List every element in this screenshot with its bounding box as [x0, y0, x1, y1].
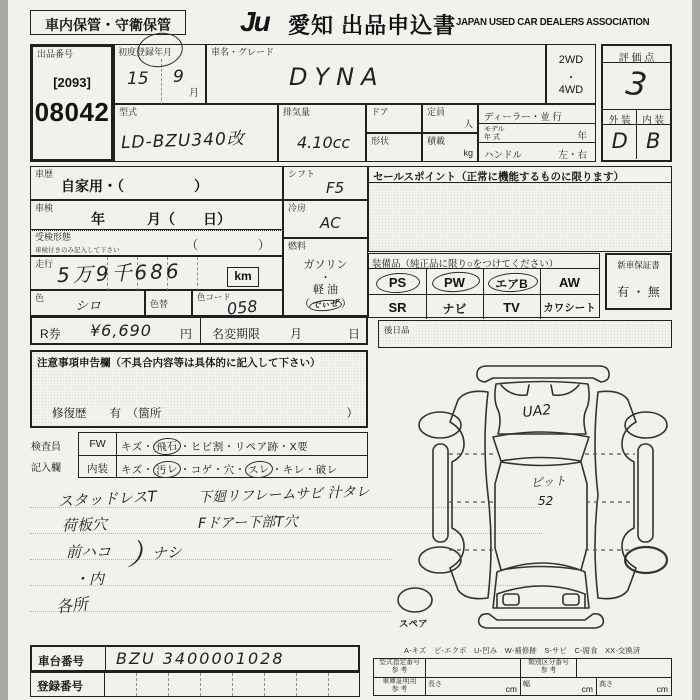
cab-corner-right [551, 385, 579, 395]
displacement-label: 排気量 [283, 107, 311, 117]
model-label: 型式 [119, 107, 138, 117]
lot-code: [2093] [53, 75, 91, 90]
storage-box [30, 10, 186, 35]
spare-tire-shape [398, 588, 432, 612]
warranty-value: 有 ・ 無 [617, 285, 660, 299]
height-cell [597, 678, 671, 696]
rear-bumper-shape [479, 614, 604, 628]
fuel-hand-row [284, 295, 367, 311]
shift-cell [283, 166, 368, 200]
color-value: シロ [75, 299, 102, 314]
load-cell [422, 133, 478, 162]
int-dirt-circled: 汚レ [152, 460, 181, 479]
equip-h1 [369, 294, 599, 295]
fuel-paren-open: （ [299, 298, 311, 310]
modelyear-unit: 年 [577, 131, 587, 142]
note-various: 各所 [55, 594, 89, 617]
windshield-shape [493, 432, 589, 461]
chassis-value: BZU 3400001028 [116, 649, 285, 668]
capacity-label: 定員 [427, 107, 446, 117]
exterior-label: 外 装 [608, 115, 631, 126]
registration-row [30, 672, 360, 697]
inspector-int-items [121, 461, 338, 478]
cab-corner-left [501, 385, 529, 395]
mileage-unit: km [227, 267, 259, 287]
spare-label: スペア [399, 619, 428, 630]
fuel-option-gasoline: ガソリン [303, 259, 348, 271]
diagram-note-bed-2: 52 [538, 494, 554, 508]
note-frame-rust: 下廻リフレームサビ 汁タレ [197, 484, 370, 506]
mileage-label: 走行 [35, 259, 54, 269]
caution-title: 注意事項申告欄（不具合内容等は具体的に記入して下さい） [37, 357, 321, 369]
diagram-note-hood: UA2 [521, 402, 552, 421]
regno-divider [104, 673, 105, 696]
height-unit: cm [656, 684, 668, 694]
lot-number: 08042 [34, 97, 110, 127]
drive-2wd: 2WD [558, 54, 584, 66]
equip-ps: PS [388, 275, 407, 290]
shift-label: シフト [288, 169, 316, 179]
height-label: 高さ [599, 681, 613, 688]
regno-d6 [296, 673, 297, 696]
model-value: LD-BZU340改 [120, 128, 246, 154]
warranty-box [605, 253, 672, 310]
warranty-label: 新車保証書 [617, 260, 660, 270]
repair-history-close: ） [346, 408, 358, 420]
garage-head [374, 678, 426, 696]
rticket-unit: 円 [180, 327, 193, 341]
mileage-div-4 [197, 257, 198, 291]
note-brace: ） [126, 537, 160, 576]
deadline-month: 月 [290, 327, 303, 341]
dealer-label: ディーラー・並 行 [479, 105, 595, 124]
vehicle-name-value: DYNA [289, 63, 385, 91]
class-number-ref: 参 考 [540, 667, 557, 675]
door-cell [366, 104, 422, 133]
inspector-int-head: 内装 [87, 463, 108, 475]
fw-items-pre: キズ・ [121, 441, 154, 453]
int-items-pre: キズ・ [121, 464, 154, 476]
vehicle-name-cell [206, 44, 546, 104]
sales-point-title: セールスポイント（正常に機能するものに限ります） [369, 167, 671, 183]
reg-month-value: 9 [173, 67, 184, 87]
color-code-value: 058 [226, 296, 259, 319]
equip-aw: AW [559, 275, 580, 290]
color-change-cell [145, 290, 192, 318]
inspector-label-1: 検査員 [31, 442, 61, 453]
equip-pw: PW [444, 275, 465, 290]
caution-box [30, 350, 368, 428]
note-brace-value: ナシ [151, 542, 183, 564]
inspector-table [78, 432, 368, 478]
handle-value: 左・右 [558, 150, 587, 161]
score-label: 評 価 点 [603, 46, 670, 63]
regno-d1 [136, 673, 137, 696]
type-number-label: 型式指定番号 [379, 659, 420, 666]
rticket-divider [200, 317, 201, 344]
inspector-label-2: 記入欄 [31, 463, 61, 474]
load-label: 積載 [427, 136, 446, 146]
ac-cell [283, 200, 368, 238]
lot-label: 出品番号 [37, 49, 74, 59]
note-bed-hole: 荷板穴 [61, 515, 108, 535]
fuel-label: 燃料 [288, 241, 307, 251]
inspector-fw-head: FW [89, 438, 106, 450]
class-number-head [521, 659, 577, 677]
inspector-fw-items [121, 438, 308, 455]
reg-year-value: 15 [127, 69, 149, 89]
int-scuff-circled: スレ [244, 460, 273, 479]
association-name: JAPAN USED CAR DEALERS ASSOCIATION [456, 16, 650, 28]
car-diagram [393, 352, 693, 644]
wheel-rear-left [419, 547, 461, 573]
type-number-head [374, 659, 426, 677]
color-label: 色 [35, 293, 45, 303]
length-unit: cm [505, 684, 517, 694]
regno-d4 [232, 673, 233, 696]
width-label: 幅 [523, 681, 530, 688]
juken-note: 車検付きのみ記入して下さい [35, 247, 120, 254]
shape-label: 形状 [371, 136, 390, 146]
regno-d5 [264, 673, 265, 696]
juken-label: 受検形態 [35, 232, 72, 242]
drive-cell [546, 44, 596, 104]
juken-paren: （ ） [185, 238, 270, 252]
equip-airbag: エアB [495, 277, 528, 291]
equip-pw-circle [431, 270, 480, 293]
history-value: 自家用・（ ） [61, 178, 208, 194]
chassis-divider [105, 647, 106, 671]
storage-label: 車内保管・守衛保管 [45, 17, 171, 33]
fw-items-post: ・ヒビ割・リペア跡・X要 [179, 441, 309, 453]
tail-light-right [563, 594, 579, 605]
length-label: 長さ [428, 681, 442, 688]
later-item-box [378, 320, 672, 348]
modelyear-row [479, 124, 595, 143]
color-cell [30, 290, 145, 318]
front-bumper-shape [477, 366, 609, 382]
first-registration-label: 初度登録年月 [118, 47, 173, 57]
handle-row [479, 143, 595, 163]
vehicle-name-label: 車名・グレード [211, 47, 275, 57]
shaken-value: 年 月（ 日） [91, 211, 231, 227]
inspector-v [116, 433, 117, 477]
score-box [601, 44, 672, 162]
lot-box [30, 44, 114, 162]
rticket-label: R券 [40, 327, 61, 341]
handle-label: ハンドル [484, 150, 523, 161]
capacity-cell [422, 104, 478, 133]
color-code-label: 色コード [197, 292, 232, 302]
drive-dot: ・ [565, 72, 577, 84]
load-unit: kg [463, 148, 473, 158]
shaken-cell [30, 200, 283, 230]
width-cell [521, 678, 597, 696]
door-label: ドア [371, 107, 389, 117]
equip-tv: TV [503, 300, 520, 315]
reg-month-unit: 月 [189, 88, 199, 99]
displacement-cell [278, 104, 366, 162]
later-item-label: 後日品 [384, 325, 410, 335]
regno-d7 [328, 673, 329, 696]
model-cell [114, 104, 278, 162]
form-title: 愛知 出品申込書 [288, 13, 457, 38]
type-number-ref: 参 考 [391, 667, 408, 675]
interior-value: B [646, 129, 661, 153]
rticket-amount: ¥6,690 [90, 321, 152, 340]
regno-d2 [168, 673, 169, 696]
fuel-paren-close: ） [340, 298, 352, 310]
fuel-hand-value: でぃぜ [309, 299, 343, 313]
note-front-box: 前ハコ [66, 543, 112, 561]
chassis-row [30, 645, 360, 672]
diagram-note-bed-1: ピット [530, 473, 567, 490]
regno-label: 登録番号 [37, 681, 83, 693]
first-registration-cell [114, 44, 206, 104]
length-cell [426, 678, 521, 696]
note-studless: スタッドレスT [57, 487, 158, 511]
chassis-label: 車台番号 [38, 656, 84, 668]
equip-leather: カワシート [543, 302, 596, 314]
shaken-label: 車検 [35, 203, 54, 213]
mileage-cell [30, 256, 283, 290]
color-change-label: 色替 [150, 299, 169, 309]
equipment-box [368, 253, 600, 318]
ac-label: 冷房 [288, 203, 307, 213]
color-code-cell [192, 290, 283, 318]
equip-navi: ナビ [442, 302, 467, 316]
exterior-value: D [611, 129, 628, 153]
interior-label: 内 装 [642, 115, 665, 126]
rticket-box [30, 315, 368, 345]
juken-cell [30, 230, 283, 256]
garage-label: 車庫証明用 [382, 678, 417, 685]
inspector-h [79, 455, 367, 456]
displacement-value: 4.10cc [297, 133, 351, 152]
history-label: 車歴 [35, 169, 54, 179]
equip-ps-circle [376, 272, 421, 294]
shift-value: F5 [326, 179, 345, 197]
capacity-unit: 人 [463, 119, 473, 129]
modelyear-label-1: モデル [484, 126, 505, 133]
garage-ref: 参 考 [391, 686, 408, 694]
int-items-post: ・キレ・破レ [271, 464, 338, 476]
score-value: 3 [623, 63, 650, 105]
tail-light-left [503, 594, 519, 605]
right-rail [638, 444, 653, 542]
note-door-hole: Fドアー下部T穴 [197, 514, 298, 532]
deadline-label: 名変期限 [212, 327, 261, 341]
class-number-value [577, 659, 671, 677]
deadline-day: 日 [348, 327, 361, 341]
left-rail [433, 444, 448, 542]
width-unit: cm [581, 684, 593, 694]
class-number-label: 類別区分番号 [528, 659, 569, 666]
damage-legend: A-キズ ビ-エクボ U-凹み W-補修跡 S-サビ C-腐食 XX-交換済 [404, 646, 641, 655]
type-number-value [426, 659, 521, 677]
modelyear-label-2: 年 式 [484, 134, 500, 141]
regno-d3 [200, 673, 201, 696]
equip-sr: SR [388, 300, 407, 315]
fw-flying-stone-circled: 飛石 [152, 437, 181, 456]
wheel-rear-right [625, 547, 667, 573]
repair-history-line: 修復歴 有 （箇所 [52, 405, 161, 421]
reference-table [373, 658, 672, 696]
fuel-dot: ・ [320, 273, 331, 284]
sales-point-box [368, 166, 672, 252]
drive-4wd: 4WD [558, 84, 584, 96]
mileage-value: 5万9千686 [56, 258, 183, 288]
equipment-title: 装備品（純正品に限り○をつけてください） [369, 254, 599, 269]
history-cell [30, 166, 283, 200]
fuel-option-diesel: 軽 油 [312, 284, 339, 296]
dealer-stack [478, 104, 596, 162]
ju-logo: Ju [240, 6, 269, 37]
note-interior: ・内 [74, 570, 105, 588]
int-items-mid: ・コゲ・穴・ [179, 464, 246, 476]
fuel-cell [283, 238, 368, 318]
shape-cell [366, 133, 422, 162]
ac-value: AC [320, 214, 341, 232]
